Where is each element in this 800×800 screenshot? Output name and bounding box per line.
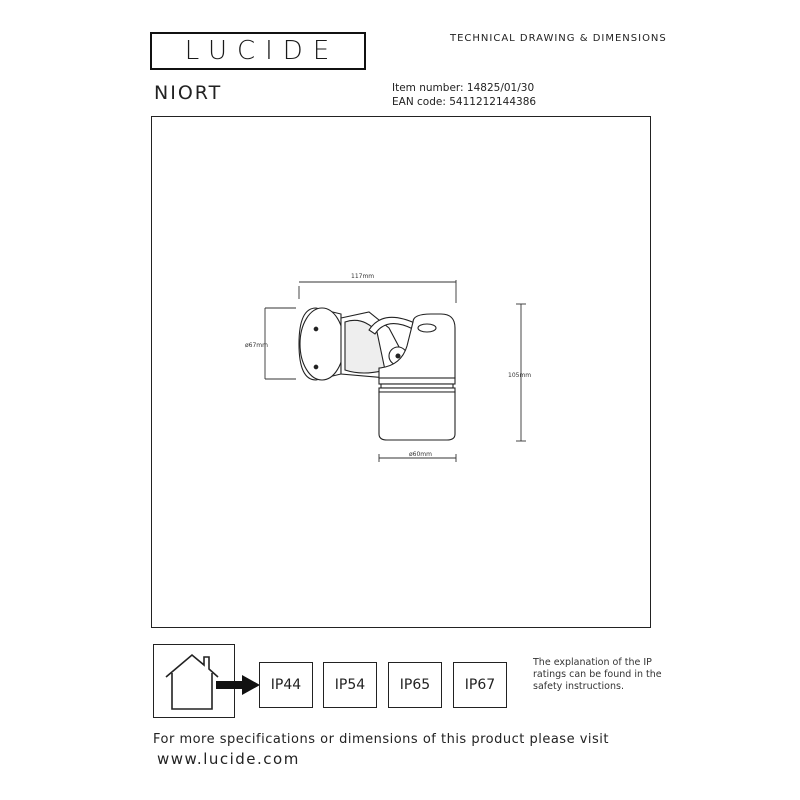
ip-rating-ip44: IP44 bbox=[259, 662, 313, 708]
technical-drawing bbox=[151, 116, 651, 628]
item-number-label: Item number: bbox=[392, 82, 464, 94]
arrow-right-icon bbox=[216, 674, 262, 696]
ip-rating-ip54: IP54 bbox=[323, 662, 377, 708]
website-link[interactable]: www.lucide.com bbox=[157, 750, 300, 768]
width-dim-label: 117mm bbox=[351, 273, 375, 280]
ring-band-2 bbox=[381, 384, 453, 388]
item-number-line bbox=[392, 82, 534, 94]
lamp-cylinder bbox=[379, 392, 455, 440]
ring-band-3 bbox=[379, 388, 455, 392]
product-name: NIORT bbox=[154, 82, 223, 104]
joint-screw bbox=[396, 354, 400, 358]
screw-top bbox=[314, 327, 318, 331]
base-diameter-label: ø67mm bbox=[245, 342, 268, 349]
ip-rating-ip67: IP67 bbox=[453, 662, 507, 708]
document-title: TECHNICAL DRAWING & DIMENSIONS bbox=[450, 33, 667, 44]
ean-code-line bbox=[392, 96, 536, 108]
height-dim-label: 105mm bbox=[508, 372, 532, 379]
head-top-cap bbox=[418, 324, 436, 332]
ean-code-value: 5411212144386 bbox=[449, 96, 537, 108]
wall-base-plate bbox=[300, 308, 344, 380]
brand-logo: LUCIDE bbox=[184, 36, 340, 66]
ip-explanation-note: The explanation of the IP ratings can be found in the safety instructions. bbox=[533, 657, 662, 692]
ean-code-label: EAN code: bbox=[392, 96, 446, 108]
screw-bottom bbox=[314, 365, 318, 369]
item-number-value: 14825/01/30 bbox=[466, 82, 535, 94]
lamp-drawing bbox=[299, 308, 455, 440]
more-specs-text: For more specifications or dimensions of this product please visit bbox=[153, 732, 609, 747]
ip-rating-ip65: IP65 bbox=[388, 662, 442, 708]
head-diameter-label: ø60mm bbox=[409, 451, 432, 458]
ring-band-1 bbox=[379, 378, 455, 384]
